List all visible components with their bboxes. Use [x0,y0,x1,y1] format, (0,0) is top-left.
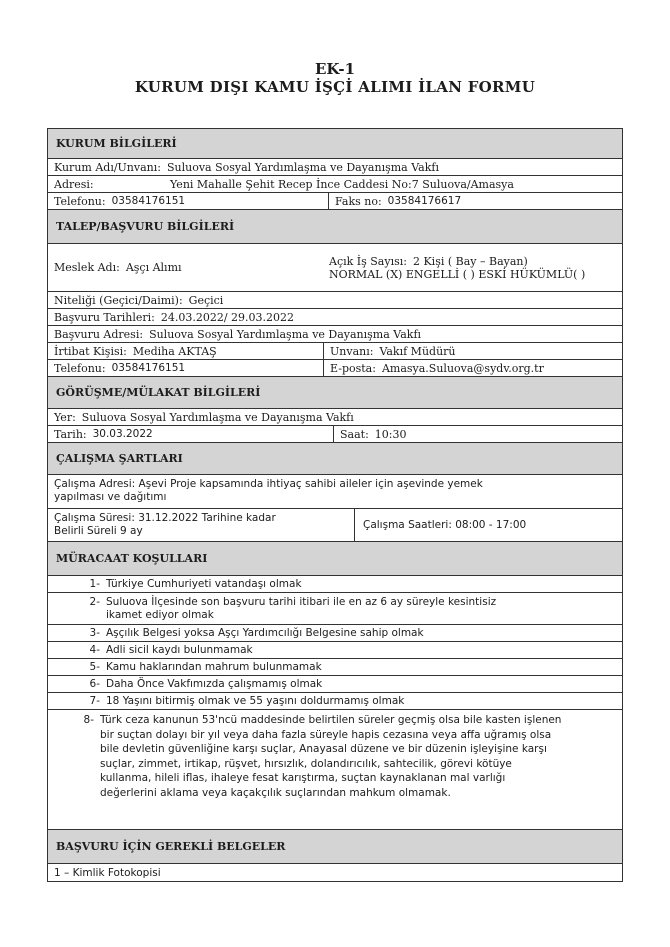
irtibat-label: İrtibat Kişisi: [54,344,127,358]
annex-label: EK-1 [314,60,356,78]
gorusme-yer-row [48,409,622,426]
kosul-item [48,593,622,625]
kosul-number: 6- [89,678,100,690]
basvuru-adres-row [48,326,622,343]
kurum-faks-value: 03584176617 [387,195,462,207]
application-form [47,128,623,882]
kurum-adres-value: Yeni Mahalle Şehit Recep İnce Caddesi No:7 Suluova/Amasya [170,177,514,191]
belge-item [48,864,622,881]
calisma-sure-line1: Çalışma Süresi: 31.12.2022 Tarihine kadar [54,512,276,524]
calisma-adres-row [48,475,622,509]
kosul-text: Türkiye Cumhuriyeti vatandaşı olmak [106,578,302,590]
kurum-tel-label: Telefonu: [54,194,106,208]
gorusme-tarih-row [48,426,622,443]
basvuru-tarih-value: 24.03.2022/ 29.03.2022 [160,310,295,324]
gorusme-tarih-label: Tarih: [54,427,87,441]
nitelik-label: Niteliği (Geçici/Daimi): [54,293,183,307]
kosul-item [48,659,622,676]
acik-is-value: 2 Kişi ( Bay – Bayan) [412,254,528,268]
kurum-adres-label: Adresi: [54,177,94,191]
calisma-sure-row [48,509,622,542]
gorusme-yer-label: Yer: [54,410,76,424]
talep-meslek-row [48,244,622,292]
kosul-item [48,693,622,710]
gorusme-yer-value: Suluova Sosyal Yardımlaşma ve Dayanışma Vakfı [81,410,354,424]
eposta-value: Amasya.Suluova@sydv.org.tr [381,361,544,375]
kosul-number: 3- [89,627,100,639]
irtibat-row [48,343,622,360]
meslek-value: Aşçı Alımı [125,261,182,274]
kosul-item [48,642,622,659]
eposta-label: E-posta: [330,361,376,375]
kosul-text: Türk ceza kanunun 53'ncü maddesinde belirtilen süreler geçmiş olsa bile kasten işlenen bir suçtan dolayı bir yıl veya daha fazla süreyle hapis cezasına veya affa uğramış olsa bile devletin güvenliğine karşı suçlar, Anayasal düzene ve bir düzenin işleyişine karşı suçlar, zimmet, irtikap, rüşvet, hırsızlık, dolandırıcılık, sahtecilik, görevi kötüye kullanma, hileli iflas, ihaleye fesat karıştırma, suçtan kaynaklanan mal varlığı değerlerini aklama veya kaçakçılık suçlarından mahkum olmamak. [100,714,562,799]
kurum-ad-label: Kurum Adı/Unvanı: [54,160,161,174]
kosul-item [48,676,622,693]
calisma-sure-line2: Belirli Süreli 9 ay [54,525,143,537]
kosul-number: 8- [83,714,94,726]
kurum-ad-value: Suluova Sosyal Yardımlaşma ve Dayanışma Vakfı [166,160,439,174]
unvan-label: Unvanı: [330,344,374,358]
kurum-adres-row [48,176,622,193]
basvuru-adres-label: Başvuru Adresi: [54,327,144,341]
kurum-ad-row [48,159,622,176]
calisma-saatleri: Çalışma Saatleri: 08:00 - 17:00 [354,509,622,541]
nitelik-row [48,292,622,309]
kosul-item [48,576,622,593]
kosul-item [48,710,622,830]
aday-durumu: NORMAL (X) ENGELLİ ( ) ESKİ HÜKÜMLÜ( ) [329,267,586,281]
gorusme-tarih-value: 30.03.2022 [92,428,153,440]
gorusme-saat-value: 10:30 [374,427,407,441]
section-gorusme-header: GÖRÜŞME/MÜLAKAT BİLGİLERİ [48,377,622,409]
kosul-number: 4- [89,644,100,656]
kosul-number: 2- [89,596,100,608]
kosul-number: 5- [89,661,100,673]
kurum-tel-row [48,193,622,210]
basvuru-tarih-label: Başvuru Tarihleri: [54,310,155,324]
kosul-item [48,625,622,642]
gorusme-saat-label: Saat: [340,427,369,441]
section-kurum-header: KURUM BİLGİLERİ [48,129,622,159]
irtibat-value: Mediha AKTAŞ [132,344,217,358]
section-calisma-header: ÇALIŞMA ŞARTLARI [48,443,622,475]
kurum-faks-label: Faks no: [335,194,382,208]
kosul-number: 1- [89,578,100,590]
kosul-number: 7- [89,695,100,707]
kosul-text: Aşçılık Belgesi yoksa Aşçı Yardımcılığı Belgesine sahip olmak [106,627,424,639]
section-talep-header: TALEP/BAŞVURU BİLGİLERİ [48,210,622,244]
kurum-tel-value: 03584176151 [111,195,186,207]
calisma-adres-text: Çalışma Adresi: Aşevi Proje kapsamında ihtiyaç sahibi aileler için aşevinde yemek yapılması ve dağıtımı [54,478,483,503]
kosul-text: Suluova İlçesinde son başvuru tarihi itibari ile en az 6 ay süreyle kesintisiz ikamet ediyor olmak [106,596,497,621]
kosul-text: Kamu haklarından mahrum bulunmamak [106,661,322,673]
form-title: KURUM DIŞI KAMU İŞÇİ ALIMI İLAN FORMU [134,78,536,96]
belge-text: 1 – Kimlik Fotokopisi [54,866,161,879]
unvan-value: Vakıf Müdürü [379,344,456,358]
kosul-text: 18 Yaşını bitirmiş olmak ve 55 yaşını doldurmamış olmak [106,695,405,707]
acik-is-label: Açık İş Sayısı: [329,254,407,268]
talep-tel-label: Telefonu: [54,361,106,375]
talep-tel-row [48,360,622,377]
basvuru-tarih-row [48,309,622,326]
basvuru-adres-value: Suluova Sosyal Yardımlaşma ve Dayanışma Vakfı [149,327,422,341]
nitelik-value: Geçici [188,293,224,307]
section-belgeler-header: BAŞVURU İÇİN GEREKLİ BELGELER [48,830,622,864]
kosul-text: Adli sicil kaydı bulunmamak [106,644,253,656]
kosul-text: Daha Önce Vakfımızda çalışmamış olmak [106,678,323,690]
talep-tel-value: 03584176151 [111,362,186,374]
meslek-label: Meslek Adı: [54,261,120,274]
section-muracaat-header: MÜRACAAT KOŞULLARI [48,542,622,576]
